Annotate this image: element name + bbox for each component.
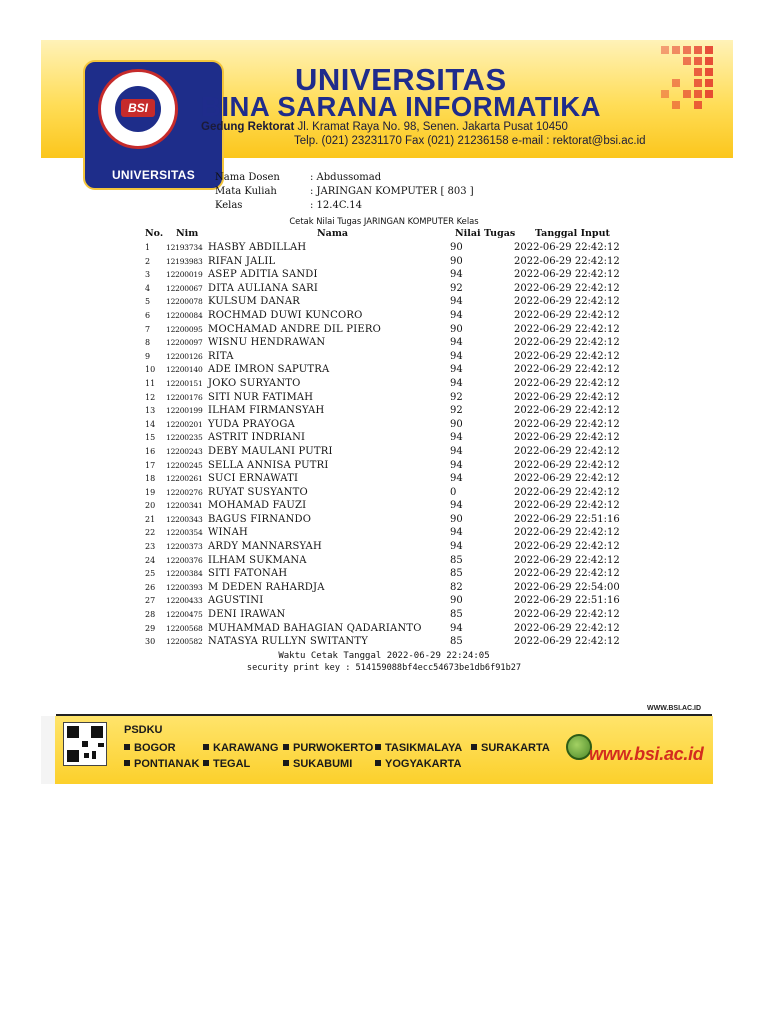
- table-row: [0, 404, 768, 418]
- row-no: 13: [145, 406, 156, 416]
- info-row-course: Mata Kuliah : JARINGAN KOMPUTER [ 803 ]: [215, 186, 474, 197]
- header-no: No.: [145, 228, 164, 239]
- row-nilai: 85: [450, 636, 463, 648]
- row-nama: ROCHMAD DUWI KUNCORO: [208, 309, 363, 321]
- row-nim: 12200393: [166, 582, 203, 592]
- row-nama: ADE IMRON SAPUTRA: [208, 364, 330, 376]
- row-nim: 12200078: [166, 297, 203, 307]
- info-row-lecturer: Nama Dosen : Abdussomad: [215, 172, 382, 183]
- table-row: [0, 323, 768, 337]
- row-nim: 12200433: [166, 596, 203, 606]
- table-row: [0, 594, 768, 608]
- header-nama: Nama: [317, 228, 349, 239]
- row-nim: 12200126: [166, 351, 203, 361]
- row-nama: SELLA ANNISA PUTRI: [208, 459, 329, 471]
- row-nilai: 94: [450, 541, 463, 553]
- row-tanggal: 2022-06-29 22:42:12: [514, 609, 620, 621]
- row-nilai: 85: [450, 554, 463, 566]
- city-purwokerto: PURWOKERTO: [283, 742, 373, 754]
- row-nilai: 94: [450, 459, 463, 471]
- city-pontianak: PONTIANAK: [124, 758, 199, 770]
- row-tanggal: 2022-06-29 22:51:16: [514, 513, 620, 525]
- row-no: 15: [145, 433, 156, 443]
- website-small: WWW.BSI.AC.ID: [647, 705, 702, 712]
- table-row: [0, 486, 768, 500]
- row-nilai: 90: [450, 242, 463, 253]
- row-no: 20: [145, 501, 156, 511]
- row-no: 22: [145, 528, 156, 538]
- table-row: [0, 336, 768, 350]
- city-yogyakarta: YOGYAKARTA: [375, 758, 461, 770]
- header-nilai: Nilai Tugas: [455, 228, 516, 239]
- row-no: 24: [145, 555, 156, 565]
- row-nim: 12200245: [166, 460, 203, 470]
- qr-code-icon: [63, 722, 107, 766]
- row-nama: ILHAM FIRMANSYAH: [208, 405, 325, 417]
- table-row: [0, 608, 768, 622]
- security-key: security print key : 514159088bf4ecc54673be1db6f91b27: [246, 663, 522, 673]
- row-nama: WISNU HENDRAWAN: [208, 337, 326, 349]
- table-row: [0, 418, 768, 432]
- row-nama: ASTRIT INDRIANI: [208, 432, 306, 444]
- row-nilai: 85: [450, 609, 463, 621]
- row-no: 17: [145, 460, 156, 470]
- row-tanggal: 2022-06-29 22:42:12: [514, 622, 620, 634]
- row-nilai: 90: [450, 323, 463, 335]
- row-no: 10: [145, 365, 156, 375]
- logo-mark: BSI: [121, 99, 155, 117]
- row-nilai: 94: [450, 500, 463, 512]
- row-nama: MOHAMAD FAUZI: [208, 500, 307, 512]
- row-no: 4: [145, 283, 151, 293]
- row-nilai: 94: [450, 473, 463, 485]
- row-nim: 12200343: [166, 514, 203, 524]
- row-nilai: 94: [450, 337, 463, 349]
- table-row: [0, 309, 768, 323]
- row-tanggal: 2022-06-29 22:42:12: [514, 377, 620, 389]
- table-row: [0, 526, 768, 540]
- table-row: [0, 282, 768, 296]
- row-tanggal: 2022-06-29 22:42:12: [514, 473, 620, 485]
- row-no: 5: [145, 297, 151, 307]
- table-row: [0, 554, 768, 568]
- table-row: [0, 391, 768, 405]
- row-tanggal: 2022-06-29 22:42:12: [514, 350, 620, 362]
- city-tasikmalaya: TASIKMALAYA: [375, 742, 462, 754]
- table-row: [0, 635, 768, 649]
- table-row: [0, 567, 768, 581]
- city-karawang: KARAWANG: [203, 742, 278, 754]
- table-row: [0, 295, 768, 309]
- row-nama: AGUSTINI: [208, 595, 264, 607]
- table-row: [0, 459, 768, 473]
- row-no: 21: [145, 514, 156, 524]
- row-tanggal: 2022-06-29 22:42:12: [514, 309, 620, 321]
- university-title-line2: BINA SARANA INFORMATIKA: [201, 91, 602, 122]
- row-nama: SUCI ERNAWATI: [208, 473, 299, 485]
- row-nim: 12200199: [166, 406, 203, 416]
- row-no: 14: [145, 419, 156, 429]
- grades-table-body: [0, 241, 768, 649]
- row-nama: YUDA PRAYOGA: [208, 418, 295, 430]
- row-nim: 12200384: [166, 569, 203, 579]
- table-row: [0, 268, 768, 282]
- row-nim: 12200140: [166, 365, 203, 375]
- psdku-label: PSDKU: [124, 724, 163, 736]
- logo-emblem: [98, 69, 178, 149]
- row-nilai: 94: [450, 269, 463, 281]
- row-nilai: 92: [450, 391, 463, 403]
- table-row: [0, 513, 768, 527]
- row-no: 2: [145, 256, 151, 266]
- row-nama: BAGUS FIRNANDO: [208, 513, 312, 525]
- row-tanggal: 2022-06-29 22:42:12: [514, 405, 620, 417]
- table-row: [0, 241, 768, 255]
- row-nilai: 94: [450, 296, 463, 308]
- city-sukabumi: SUKABUMI: [283, 758, 352, 770]
- row-tanggal: 2022-06-29 22:42:12: [514, 445, 620, 457]
- row-nim: 12200373: [166, 542, 203, 552]
- table-row: [0, 581, 768, 595]
- logo-text: UNIVERSITAS: [111, 168, 196, 182]
- row-tanggal: 2022-06-29 22:42:12: [514, 269, 620, 281]
- row-tanggal: 2022-06-29 22:42:12: [514, 568, 620, 580]
- row-nama: DENI IRAWAN: [208, 609, 286, 621]
- row-tanggal: 2022-06-29 22:42:12: [514, 323, 620, 335]
- row-tanggal: 2022-06-29 22:42:12: [514, 418, 620, 430]
- row-nilai: 94: [450, 364, 463, 376]
- row-tanggal: 2022-06-29 22:42:12: [514, 541, 620, 553]
- header-tanggal: Tanggal Input: [535, 228, 610, 239]
- table-row: [0, 540, 768, 554]
- row-tanggal: 2022-06-29 22:42:12: [514, 282, 620, 294]
- row-nim: 12200276: [166, 487, 203, 497]
- contact-line: Telp. (021) 23231170 Fax (021) 21236158 e-mail : rektorat@bsi.ac.id: [294, 135, 646, 147]
- row-nama: DITA AULIANA SARI: [208, 282, 319, 294]
- row-nilai: 90: [450, 513, 463, 525]
- row-nama: KULSUM DANAR: [208, 296, 301, 308]
- table-row: [0, 377, 768, 391]
- row-nama: RIFAN JALIL: [208, 255, 276, 267]
- row-nim: 12200261: [166, 474, 203, 484]
- row-nim: 12200201: [166, 419, 203, 429]
- row-tanggal: 2022-06-29 22:42:12: [514, 636, 620, 648]
- row-no: 11: [145, 378, 156, 388]
- row-tanggal: 2022-06-29 22:42:12: [514, 486, 620, 498]
- row-nilai: 85: [450, 568, 463, 580]
- table-row: [0, 499, 768, 513]
- row-nama: ARDY MANNARSYAH: [208, 541, 322, 553]
- row-nim: 12200095: [166, 324, 203, 334]
- psdku-banner: [41, 716, 713, 784]
- row-nim: 12200097: [166, 338, 203, 348]
- row-tanggal: 2022-06-29 22:42:12: [514, 255, 620, 267]
- report-caption: Cetak Nilai Tugas JARINGAN KOMPUTER Kelas: [289, 216, 479, 226]
- row-nim: 12200376: [166, 555, 203, 565]
- row-nama: DEBY MAULANI PUTRI: [208, 445, 333, 457]
- info-row-class: Kelas : 12.4C.14: [215, 200, 363, 211]
- row-no: 28: [145, 610, 156, 620]
- row-nama: M DEDEN RAHARDJA: [208, 581, 325, 593]
- row-nilai: 94: [450, 527, 463, 539]
- row-nama: RITA: [208, 350, 234, 362]
- row-no: 30: [145, 637, 156, 647]
- course-info: [215, 171, 474, 213]
- row-nim: 12200176: [166, 392, 203, 402]
- row-no: 12: [145, 392, 156, 402]
- row-nim: 12200475: [166, 610, 203, 620]
- row-no: 7: [145, 324, 151, 334]
- address-line: Gedung Rektorat Jl. Kramat Raya No. 98, Senen. Jakarta Pusat 10450: [201, 121, 568, 133]
- row-tanggal: 2022-06-29 22:42:12: [514, 500, 620, 512]
- row-tanggal: 2022-06-29 22:42:12: [514, 432, 620, 444]
- row-tanggal: 2022-06-29 22:42:12: [514, 527, 620, 539]
- row-nilai: 92: [450, 405, 463, 417]
- row-tanggal: 2022-06-29 22:51:16: [514, 595, 620, 607]
- row-nama: SITI FATONAH: [208, 568, 288, 580]
- row-nama: HASBY ABDILLAH: [208, 242, 307, 253]
- row-nama: JOKO SURYANTO: [208, 377, 301, 389]
- city-tegal: TEGAL: [203, 758, 250, 770]
- row-no: 6: [145, 310, 151, 320]
- row-no: 9: [145, 351, 151, 361]
- row-nilai: 94: [450, 377, 463, 389]
- row-nim: 12200341: [166, 501, 203, 511]
- row-nilai: 90: [450, 418, 463, 430]
- row-no: 1: [145, 243, 151, 252]
- row-nilai: 94: [450, 445, 463, 457]
- row-nama: WINAH: [208, 527, 248, 539]
- table-row: [0, 255, 768, 269]
- row-no: 25: [145, 569, 156, 579]
- row-tanggal: 2022-06-29 22:42:12: [514, 364, 620, 376]
- row-nim: 12200151: [166, 378, 203, 388]
- header-nim: Nim: [176, 228, 199, 239]
- row-no: 16: [145, 446, 156, 456]
- row-tanggal: 2022-06-29 22:42:12: [514, 459, 620, 471]
- row-nim: 12200568: [166, 623, 203, 633]
- table-row: [0, 431, 768, 445]
- row-nim: 12200243: [166, 446, 203, 456]
- row-nama: NATASYA RULLYN SWITANTY: [208, 636, 369, 648]
- row-tanggal: 2022-06-29 22:42:12: [514, 337, 620, 349]
- row-nilai: 82: [450, 581, 463, 593]
- table-row: [0, 350, 768, 364]
- table-row: [0, 622, 768, 636]
- row-nilai: 90: [450, 255, 463, 267]
- row-tanggal: 2022-06-29 22:42:12: [514, 296, 620, 308]
- row-nilai: 0: [450, 486, 457, 498]
- table-row: [0, 472, 768, 486]
- row-nama: ASEP ADITIA SANDI: [208, 269, 318, 281]
- table-header: [0, 228, 768, 241]
- row-no: 8: [145, 338, 151, 348]
- row-nilai: 94: [450, 622, 463, 634]
- table-row: [0, 445, 768, 459]
- row-nilai: 92: [450, 282, 463, 294]
- row-nama: SITI NUR FATIMAH: [208, 391, 314, 403]
- row-nim: 12200019: [166, 270, 203, 280]
- row-tanggal: 2022-06-29 22:42:12: [514, 554, 620, 566]
- row-no: 3: [145, 270, 151, 280]
- row-tanggal: 2022-06-29 22:42:12: [514, 391, 620, 403]
- decorative-dots: [661, 46, 721, 106]
- row-nim: 12193983: [166, 256, 203, 266]
- city-bogor: BOGOR: [124, 742, 176, 754]
- row-nim: 12200235: [166, 433, 203, 443]
- row-no: 18: [145, 474, 156, 484]
- university-title-line1: UNIVERSITAS: [295, 62, 507, 97]
- row-nim: 12200582: [166, 637, 203, 647]
- row-no: 19: [145, 487, 156, 497]
- city-surakarta: SURAKARTA: [471, 742, 550, 754]
- row-nilai: 90: [450, 595, 463, 607]
- row-nama: RUYAT SUSYANTO: [208, 486, 308, 498]
- row-tanggal: 2022-06-29 22:54:00: [514, 581, 620, 593]
- website-logo: www.bsi.ac.id: [589, 744, 704, 764]
- table-row: [0, 363, 768, 377]
- row-no: 23: [145, 542, 156, 552]
- row-nama: MOCHAMAD ANDRE DIL PIERO: [208, 323, 381, 335]
- row-nama: MUHAMMAD BAHAGIAN QADARIANTO: [208, 622, 422, 634]
- row-tanggal: 2022-06-29 22:42:12: [514, 242, 620, 253]
- row-nim: 12200067: [166, 283, 203, 293]
- row-no: 29: [145, 623, 156, 633]
- row-nim: 12193734: [166, 243, 203, 252]
- row-no: 27: [145, 596, 156, 606]
- row-nilai: 94: [450, 350, 463, 362]
- row-nim: 12200084: [166, 310, 203, 320]
- row-nilai: 94: [450, 309, 463, 321]
- row-nim: 12200354: [166, 528, 203, 538]
- row-no: 26: [145, 582, 156, 592]
- row-nilai: 94: [450, 432, 463, 444]
- row-nama: ILHAM SUKMANA: [208, 554, 307, 566]
- print-time: Waktu Cetak Tanggal 2022-06-29 22:24:05: [278, 651, 490, 661]
